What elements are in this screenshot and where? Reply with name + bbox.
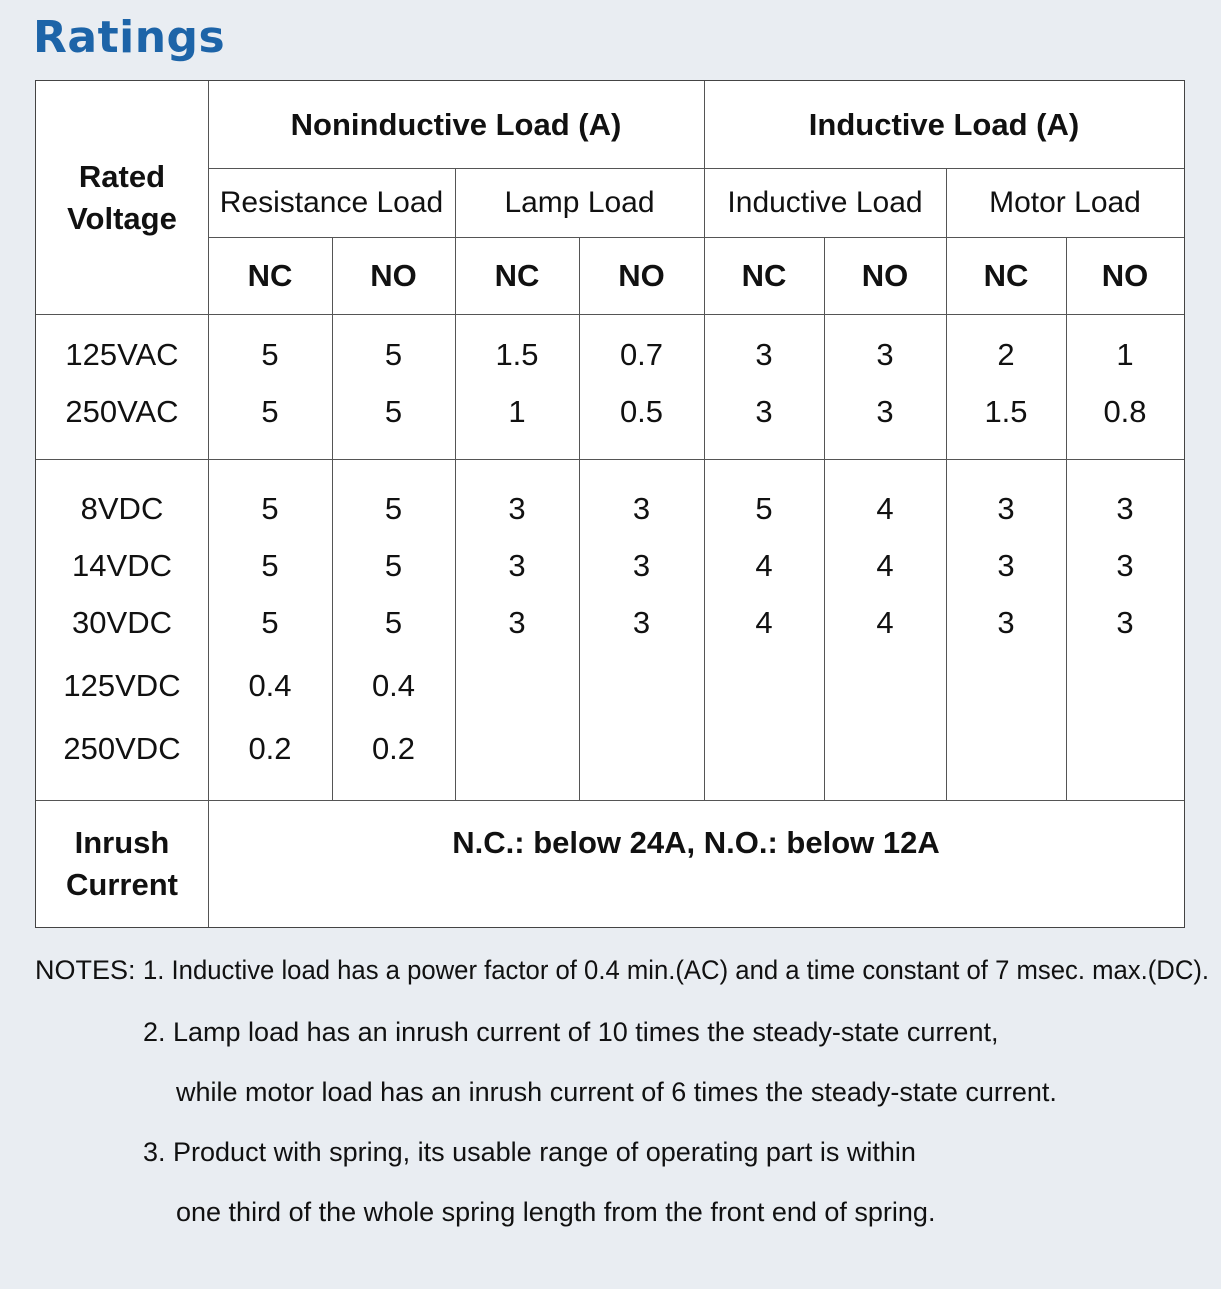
table-cell: 3 bbox=[1116, 491, 1134, 526]
contact-header: NO bbox=[370, 257, 417, 293]
voltage-label: 14VDC bbox=[72, 548, 172, 583]
table-cell: 5 bbox=[384, 394, 403, 429]
table-cell: 1 bbox=[1116, 337, 1134, 372]
noninductive-load-header: Noninductive Load (A) bbox=[290, 106, 622, 142]
table-cell: 5 bbox=[384, 548, 403, 583]
table-cell: 3 bbox=[508, 491, 526, 526]
table-cell: 0.2 bbox=[371, 731, 416, 766]
voltage-label: 250VAC bbox=[65, 394, 179, 429]
notes-prefix: NOTES: bbox=[35, 955, 136, 985]
table-cell: 3 bbox=[508, 605, 526, 640]
table-cell: 3 bbox=[632, 548, 651, 583]
page-title: Ratings bbox=[33, 12, 226, 63]
note-2-continued: while motor load has an inrush current of 6 times the steady-state current. bbox=[176, 1077, 1057, 1107]
note-2: 2. Lamp load has an inrush current of 10 times the steady-state current, bbox=[143, 1017, 999, 1047]
table-cell: 5 bbox=[261, 394, 279, 429]
note-3: 3. Product with spring, its usable range of operating part is within bbox=[143, 1137, 916, 1167]
contact-header: NC bbox=[983, 257, 1029, 293]
table-cell: 3 bbox=[755, 394, 773, 429]
table-cell: 0.5 bbox=[619, 394, 664, 429]
inrush-current-value: N.C.: below 24A, N.O.: below 12A bbox=[452, 825, 940, 860]
contact-header: NC bbox=[494, 257, 540, 293]
rated-voltage-header: Rated Voltage bbox=[67, 158, 177, 236]
table-cell: 4 bbox=[876, 605, 894, 640]
table-cell: 5 bbox=[261, 548, 279, 583]
table-cell: 4 bbox=[876, 491, 894, 526]
voltage-label: 30VDC bbox=[72, 605, 172, 640]
note-3-continued: one third of the whole spring length from the front end of spring. bbox=[176, 1197, 936, 1227]
table-cell: 4 bbox=[755, 605, 773, 640]
table-cell: 4 bbox=[755, 548, 773, 583]
table-cell: 5 bbox=[384, 491, 403, 526]
table-cell: 1.5 bbox=[495, 337, 539, 372]
contact-header: NO bbox=[861, 257, 909, 293]
voltage-label: 125VAC bbox=[65, 337, 179, 372]
table-cell: 1 bbox=[508, 394, 526, 429]
table-cell: 3 bbox=[997, 548, 1015, 583]
table-cell: 3 bbox=[1116, 548, 1134, 583]
table-cell: 5 bbox=[261, 491, 279, 526]
table-cell: 3 bbox=[876, 394, 894, 429]
table-cell: 0.4 bbox=[371, 668, 416, 703]
inrush-current-label: Inrush Current bbox=[66, 824, 178, 902]
note-1: 1. Inductive load has a power factor of 0.4 min.(AC) and a time constant of 7 msec. max.(DC). bbox=[143, 955, 1210, 985]
subgroup-header: Inductive Load bbox=[727, 185, 923, 219]
contact-header: NC bbox=[741, 257, 787, 293]
table-cell: 5 bbox=[755, 491, 773, 526]
voltage-label: 8VDC bbox=[80, 491, 164, 526]
table-cell: 5 bbox=[261, 605, 279, 640]
table-cell: 5 bbox=[384, 337, 403, 372]
table-cell: 3 bbox=[876, 337, 894, 372]
inductive-load-header: Inductive Load (A) bbox=[808, 106, 1080, 142]
voltage-label: 125VDC bbox=[63, 668, 181, 703]
table-cell: 3 bbox=[1116, 605, 1134, 640]
table-cell: 3 bbox=[997, 491, 1015, 526]
ratings-table bbox=[35, 80, 1185, 928]
subgroup-header: Resistance Load bbox=[219, 185, 444, 219]
table-cell: 1.5 bbox=[984, 394, 1028, 429]
table-cell: 0.4 bbox=[248, 668, 292, 703]
voltage-label: 250VDC bbox=[63, 731, 181, 766]
table-cell: 3 bbox=[997, 605, 1015, 640]
table-cell: 3 bbox=[632, 605, 651, 640]
table-cell: 0.7 bbox=[619, 337, 664, 372]
table-cell: 3 bbox=[755, 337, 773, 372]
table-cell: 5 bbox=[261, 337, 279, 372]
table-cell: 0.2 bbox=[248, 731, 292, 766]
contact-header: NO bbox=[618, 257, 665, 293]
contact-header: NC bbox=[247, 257, 293, 293]
table-cell: 0.8 bbox=[1103, 394, 1147, 429]
subgroup-header: Lamp Load bbox=[504, 185, 655, 219]
table-cell: 4 bbox=[876, 548, 894, 583]
subgroup-header: Motor Load bbox=[989, 185, 1141, 219]
table-cell: 3 bbox=[632, 491, 651, 526]
table-cell: 2 bbox=[997, 337, 1015, 372]
contact-header: NO bbox=[1101, 257, 1149, 293]
table-cell: 5 bbox=[384, 605, 403, 640]
table-cell: 3 bbox=[508, 548, 526, 583]
